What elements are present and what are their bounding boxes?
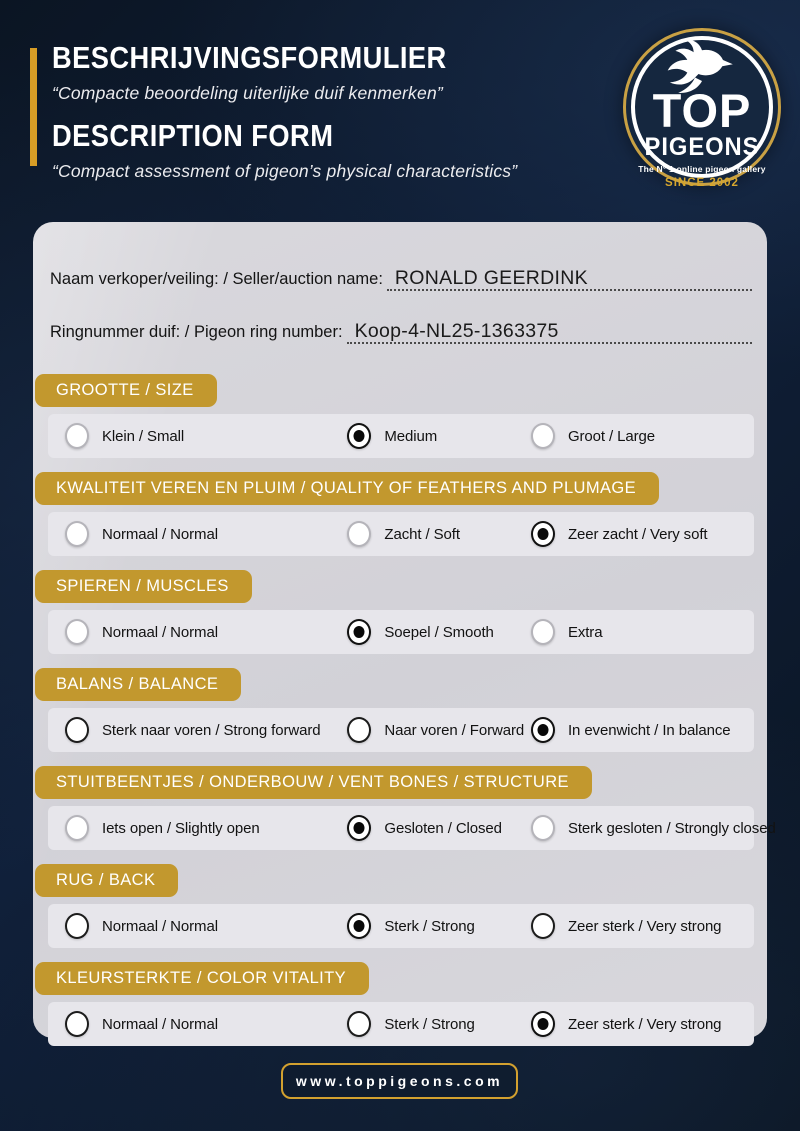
- website-url: www.toppigeons.com: [295, 1073, 504, 1089]
- ring-number-line: [347, 321, 752, 344]
- radio-option[interactable]: [330, 717, 525, 743]
- radio-option-label: In evenwicht / In balance: [567, 721, 731, 739]
- radio-button-icon[interactable]: [65, 913, 89, 939]
- radio-button-icon[interactable]: [65, 815, 89, 841]
- gold-accent-bar: [30, 48, 37, 166]
- form-section: [48, 766, 776, 850]
- radio-option-label: Normaal / Normal: [102, 623, 218, 641]
- radio-button-icon[interactable]: [65, 521, 89, 547]
- radio-option-label: Sterk / Strong: [384, 1015, 475, 1033]
- radio-button-icon[interactable]: [65, 717, 89, 743]
- section-title-badge: KLEURSTERKTE / COLOR VITALITY: [35, 962, 369, 995]
- title-dutch: BESCHRIJVINGSFORMULIER: [52, 40, 447, 75]
- radio-option-label: Sterk / Strong: [384, 917, 475, 935]
- radio-button-icon[interactable]: [347, 815, 371, 841]
- section-title-badge: SPIEREN / MUSCLES: [35, 570, 252, 603]
- radio-option[interactable]: [514, 619, 754, 645]
- radio-dot: [537, 724, 548, 736]
- ring-number-field: [50, 321, 752, 344]
- logo-since: SINCE 2002: [665, 177, 739, 189]
- form-section: [48, 374, 754, 458]
- logo-word-pigeons: PIGEONS: [644, 133, 760, 161]
- radio-option-label: Zeer sterk / Very strong: [567, 917, 722, 935]
- header: [52, 40, 612, 196]
- radio-option[interactable]: [48, 1011, 330, 1037]
- subtitle-english: “Compact assessment of pigeon’s physical characteristics”: [52, 161, 518, 181]
- section-title-badge: GROOTTE / SIZE: [35, 374, 217, 407]
- seller-name-label: Naam verkoper/veiling: / Seller/auction name:: [50, 270, 383, 288]
- form-section: [48, 962, 754, 1046]
- radio-option-label: Medium: [384, 427, 438, 445]
- options-row: [48, 806, 776, 850]
- options-row: [48, 1002, 754, 1046]
- form-sections: [48, 374, 776, 1046]
- radio-option[interactable]: [48, 619, 330, 645]
- section-title-badge: KWALITEIT VEREN EN PLUIM / QUALITY OF FEATHERS AND PLUMAGE: [35, 472, 659, 505]
- radio-option-label: Extra: [567, 623, 603, 641]
- radio-button-icon[interactable]: [65, 1011, 89, 1037]
- radio-option-label: Sterk naar voren / Strong forward: [102, 721, 321, 739]
- title-english: DESCRIPTION FORM: [52, 118, 334, 153]
- radio-option[interactable]: [330, 913, 514, 939]
- top-pigeons-logo: [623, 28, 781, 189]
- radio-button-icon[interactable]: [65, 619, 89, 645]
- radio-option-label: Iets open / Slightly open: [102, 819, 260, 837]
- radio-button-icon[interactable]: [531, 815, 555, 841]
- section-title-badge: BALANS / BALANCE: [35, 668, 241, 701]
- radio-button-icon[interactable]: [531, 521, 555, 547]
- radio-option[interactable]: [48, 815, 330, 841]
- radio-button-icon[interactable]: [347, 913, 371, 939]
- radio-option-label: Zeer sterk / Very strong: [567, 1015, 722, 1033]
- radio-button-icon[interactable]: [347, 521, 371, 547]
- section-title-badge: RUG / BACK: [35, 864, 178, 897]
- form-section: [48, 472, 754, 556]
- options-row: [48, 610, 754, 654]
- radio-button-icon[interactable]: [531, 913, 555, 939]
- radio-button-icon[interactable]: [531, 1011, 555, 1037]
- radio-option[interactable]: [330, 423, 514, 449]
- radio-button-icon[interactable]: [531, 423, 555, 449]
- radio-button-icon[interactable]: [347, 1011, 371, 1037]
- radio-button-icon[interactable]: [65, 423, 89, 449]
- radio-option[interactable]: [330, 619, 514, 645]
- radio-option[interactable]: [48, 717, 330, 743]
- radio-option[interactable]: [514, 815, 776, 841]
- radio-option-label: Naar voren / Forward: [384, 721, 525, 739]
- ring-number-value[interactable]: Koop-4-NL25-1363375: [354, 320, 559, 342]
- section-title-badge: STUITBEENTJES / ONDERBOUW / VENT BONES / STRUCTURE: [35, 766, 592, 799]
- radio-button-icon[interactable]: [531, 717, 555, 743]
- seller-name-line: [387, 268, 752, 291]
- radio-option-label: Soepel / Smooth: [384, 623, 494, 641]
- form-section: [48, 570, 754, 654]
- radio-option[interactable]: [48, 913, 330, 939]
- radio-option[interactable]: [330, 815, 514, 841]
- ring-number-label: Ringnummer duif: / Pigeon ring number:: [50, 323, 343, 341]
- radio-option[interactable]: [514, 423, 754, 449]
- radio-dot: [537, 1018, 548, 1030]
- radio-option[interactable]: [514, 1011, 754, 1037]
- radio-option-label: Sterk gesloten / Strongly closed: [567, 819, 776, 837]
- options-row: [48, 512, 754, 556]
- radio-dot: [354, 626, 365, 638]
- radio-option[interactable]: [330, 521, 514, 547]
- radio-dot: [537, 528, 548, 540]
- seller-name-value[interactable]: RONALD GEERDINK: [394, 267, 588, 289]
- radio-button-icon[interactable]: [347, 717, 371, 743]
- radio-option[interactable]: [514, 913, 754, 939]
- website-button[interactable]: [281, 1063, 518, 1099]
- radio-option-label: Normaal / Normal: [102, 917, 218, 935]
- radio-option-label: Gesloten / Closed: [384, 819, 502, 837]
- radio-button-icon[interactable]: [347, 619, 371, 645]
- radio-dot: [354, 822, 365, 834]
- radio-button-icon[interactable]: [531, 619, 555, 645]
- logo-word-top: TOP: [652, 84, 752, 137]
- radio-option[interactable]: [514, 521, 754, 547]
- radio-option[interactable]: [514, 717, 754, 743]
- subtitle-dutch: “Compacte beoordeling uiterlijke duif kenmerken”: [52, 83, 443, 103]
- options-row: [48, 904, 754, 948]
- radio-option[interactable]: [330, 1011, 514, 1037]
- radio-dot: [354, 920, 365, 932]
- logo-tagline: The N° 1 online pigeon gallery: [638, 164, 766, 174]
- radio-option-label: Zacht / Soft: [384, 525, 460, 543]
- form-section: [48, 864, 754, 948]
- radio-button-icon[interactable]: [347, 423, 371, 449]
- options-row: [48, 414, 754, 458]
- radio-dot: [354, 430, 365, 442]
- seller-name-field: [50, 268, 752, 291]
- radio-option-label: Normaal / Normal: [102, 525, 218, 543]
- options-row: [48, 708, 754, 752]
- radio-option-label: Normaal / Normal: [102, 1015, 218, 1033]
- form-card: [33, 222, 776, 1038]
- radio-option[interactable]: [48, 521, 330, 547]
- form-section: [48, 668, 754, 752]
- radio-option-label: Klein / Small: [102, 427, 185, 445]
- radio-option-label: Groot / Large: [567, 427, 656, 445]
- radio-option[interactable]: [48, 423, 330, 449]
- radio-option-label: Zeer zacht / Very soft: [567, 525, 708, 543]
